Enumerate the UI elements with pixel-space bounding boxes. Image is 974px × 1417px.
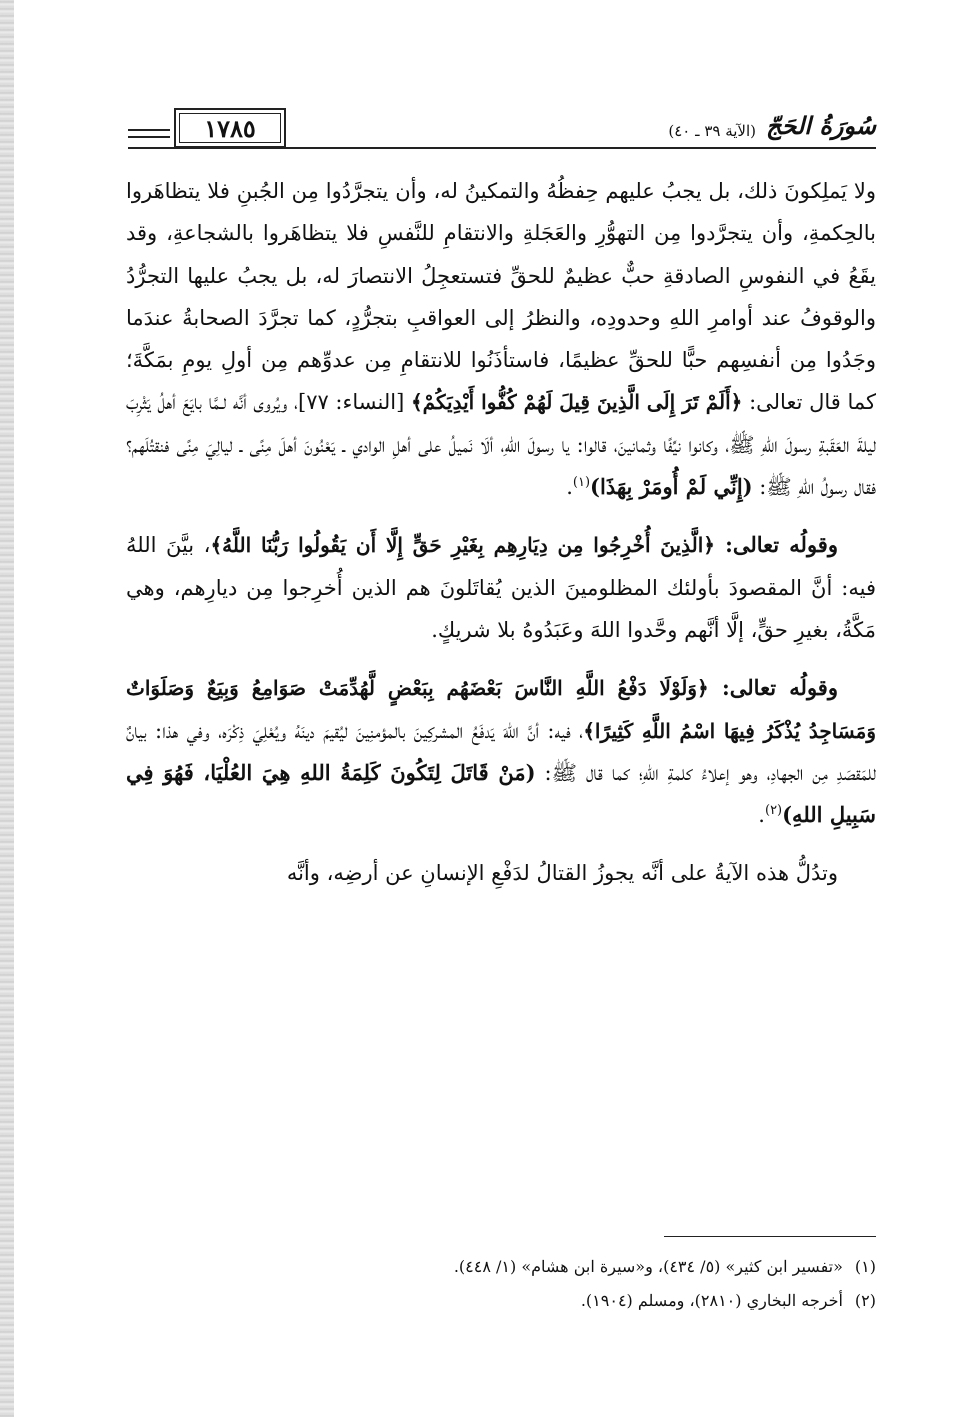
paragraph-1-text-a: ولا يَملِكونَ ذلك، بل يجبُ عليهم حِفظُهُ والتمكينُ له، وأن يتجرَّدُوا مِن الجُبنِ فلا يتظاهَروا بالحِكمةِ، وأن يتجرَّدوا مِن التهوُّرِ والعَجَلةِ والانتقامِ للنَّفسِ فلا يتظاهَروا بالشجاعةِ، وقد يقَعُ في النفوسِ الصادقةِ حبٌّ عظيمٌ للحقِّ فتستعجِلُ الانتصارَ له، بل يجبُ عليها التجرُّدُ والوقوفُ عند أوامرِ اللهِ وحدودِه، والنظرُ إلى العواقبِ بتجرُّدٍ، كما تجرَّدَ الصحابةُ عندَما وجَدُوا مِن أنفسِهم حبًّا للحقِّ عظيمًا، فاستأذَنُوا للانتقامِ مِن عدوِّهم مِن أولِ يومِ بمَكَّةَ؛ كما قال تعالى:: [126, 179, 876, 415]
footnote-ref-2: (٢): [764, 803, 783, 819]
paragraph-2: [126, 524, 876, 651]
running-title: [668, 100, 876, 140]
paragraph-3-end: .: [758, 803, 765, 828]
footnote-item: [96, 1284, 876, 1318]
page-header: [128, 96, 876, 154]
footnote-item: [96, 1250, 876, 1284]
page-number-text: ١٧٨٥: [204, 113, 256, 143]
paragraph-2-text: ، بيَّنَ اللهُ فيه: أنَّ المقصودَ بأولئك المظلومينَ الذين يُقاتَلونَ هم الذين أُخرِجوا مِن ديارِهم، وهي مَكَّةُ، بغيرِ حقٍّ، إلَّا أنَّهم وحَّدوا اللهَ وعَبَدُوهُ بلا شريكٍ.: [126, 533, 876, 642]
footnotes: [96, 1250, 876, 1318]
footnote-rule: [664, 1236, 876, 1237]
paragraph-1-end: .: [566, 475, 573, 500]
scan-edge-noise: [0, 0, 14, 1417]
footnote-ref-1: (١): [572, 475, 591, 491]
hadith-quote-1: (إِنِّي لَمْ أُومَرْ بِهَذَا): [590, 474, 753, 500]
header-left-dash: [128, 129, 170, 131]
paragraph-1-text-b: [النساء: ٧٧]، ويُروى أنَّه لـمَّا بايَعَ أهلُ يَثْرِبَ ليلةَ العَقَبةِ رسولَ اللهِ ﷺ، وكانوا نيِّفًا وثمانينَ، قالوا: يا رسولَ اللهِ، ألَا نَميلُ على أهلِ الوادي ـ يَعْنُونَ أهلَ مِنًى ـ ليالِيَ مِنًى فنقتُلَهم؟ فقال رسولُ اللهِ ﷺ:: [125, 390, 876, 500]
paragraph-3-lead: وقولُه تعالى:: [708, 675, 838, 701]
paragraph-4-text: وتدُلُّ هذه الآيةُ على أنَّه يجوزُ القتالُ لدَفْعِ الإنسانِ عن أرضِه، وأنَّه: [286, 861, 838, 886]
paragraph-3: [126, 667, 876, 836]
main-text: [126, 170, 876, 895]
header-rule: [128, 147, 876, 149]
paragraph-1: [126, 170, 876, 508]
paragraph-4: [126, 852, 876, 894]
footnote-number: (١): [854, 1257, 876, 1276]
page-number: [174, 108, 286, 148]
paragraph-3-text: ، فيه: أنَّ اللهَ يَدفَعُ المشركِينَ بالمؤمنِينَ ليُقيمَ دينَهُ ويُعْلِيَ ذِكْرَه، وفي هذا: بيانٌ للمَقصَدِ مِن الجهادِ، وهو إعلاءُ كلمةِ اللهِ؛ كما قال ﷺ:: [126, 718, 876, 785]
footnote-text: «تفسير ابن كثير» (٥/ ٤٣٤)، و«سيرة ابن هشام» (١/ ٤٤٨).: [453, 1257, 843, 1276]
quran-quote-1: ﴿أَلَمْ تَرَ إِلَى الَّذِينَ قِيلَ لَهُمْ كُفُّوا أَيْدِيَكُمْ﴾: [410, 390, 743, 415]
footnote-number: (٢): [854, 1291, 876, 1310]
footnote-text: أخرجه البخاري (٢٨١٠)، ومسلم (١٩٠٤).: [580, 1291, 843, 1310]
quran-quote-2: ﴿الَّذِينَ أُخْرِجُوا مِن دِيَارِهِم بِغَيْرِ حَقٍّ إِلَّا أَن يَقُولُوا رَبُّنَا اللَّهُ﴾: [210, 533, 715, 558]
surah-name: سُورَةُ الحَجّ: [766, 111, 876, 140]
header-left-dash-2: [128, 136, 170, 138]
hadith-quote-2: (مَنْ قَاتَلَ لِتَكُونَ كَلِمَةُ اللهِ هِيَ العُلْيَا، فَهُوَ فِي سَبِيلِ اللهِ): [126, 759, 876, 828]
paragraph-2-lead: وقولُه تعالى:: [714, 532, 838, 558]
quran-quote-3: ﴿وَلَوْلَا دَفْعُ اللَّهِ النَّاسَ بَعْضَهُم بِبَعْضٍ لَّهُدِّمَتْ صَوَامِعُ وَبِيَعٌ وَصَلَوَاتٌ وَمَسَاجِدُ يُذْكَرُ فِيهَا اسْمُ اللَّهِ كَثِيرًا﴾: [126, 676, 876, 743]
verse-range: (الآية ٣٩ ـ ٤٠): [668, 122, 756, 140]
